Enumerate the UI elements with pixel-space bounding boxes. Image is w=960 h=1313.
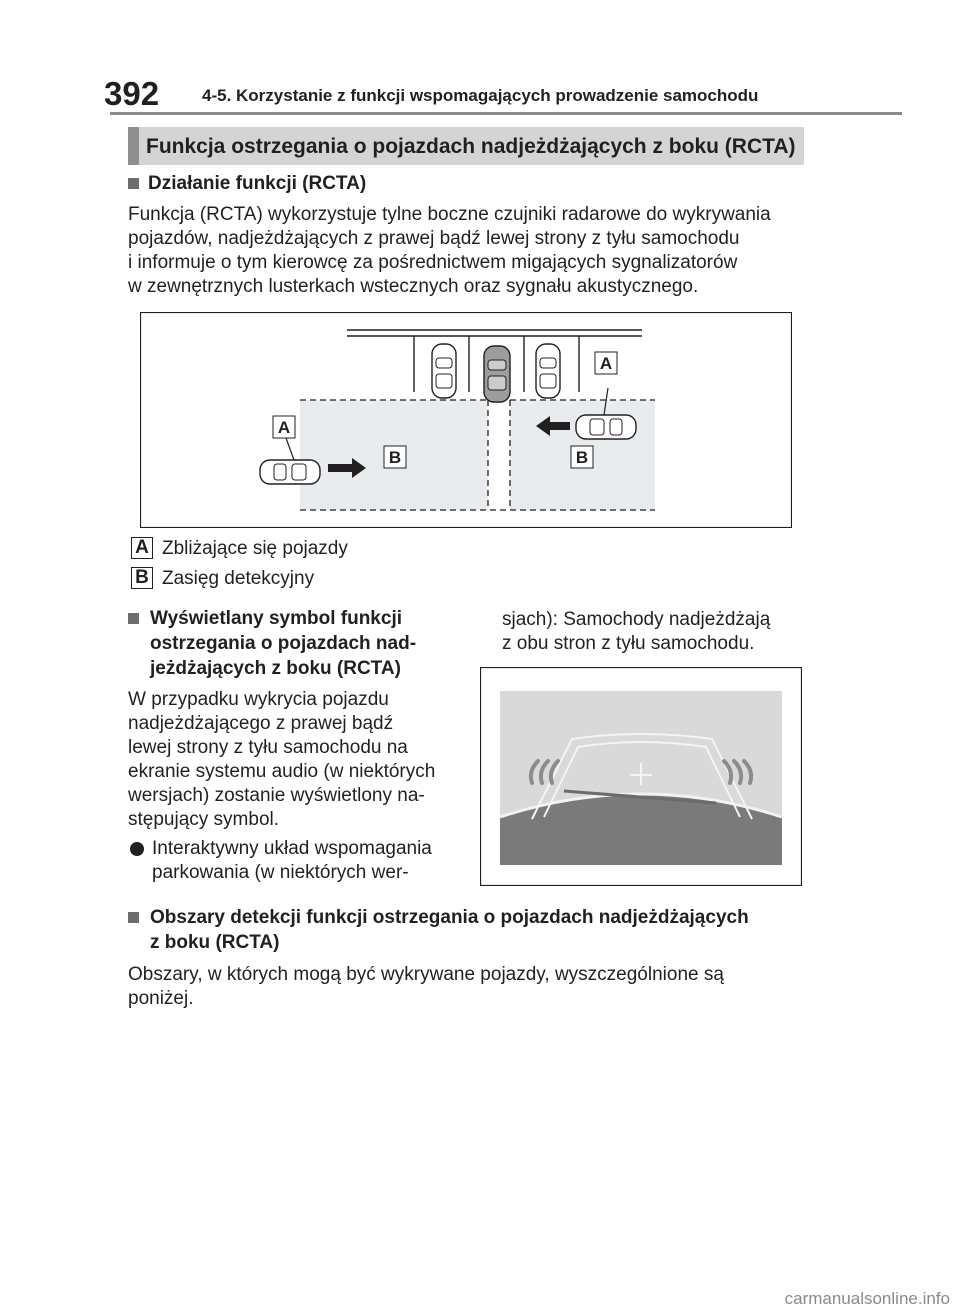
label-b-right [571,446,593,468]
approaching-car-right [576,415,636,439]
label-b-left [384,446,406,468]
chapter-title: 4-5. Korzystanie z funkcji wspomagających prowadzenie samochodu [202,86,759,105]
parked-car-ego [484,346,510,402]
rcta-display-screen [480,667,802,886]
symbol-bullet: Interaktywny układ wspomagania parkowania (w niektórych wer- [152,838,432,883]
bullet-dot-icon [130,842,144,856]
legend-key-a: A [131,537,153,559]
areas-heading: Obszary detekcji funkcji ostrzegania o pojazdach nadjeżdżających z boku (RCTA) [150,907,749,953]
operation-heading: Działanie funkcji (RCTA) [148,173,367,194]
heading-square-icon [128,613,139,624]
section-title: Funkcja ostrzegania o pojazdach nadjeżdżających z boku (RCTA) [146,135,796,158]
label-a-right [595,352,617,374]
operation-paragraph: Funkcja (RCTA) wykorzystuje tylne boczne czujniki radarowe do wykrywania pojazdów, nadjeżdżających z prawej bądź lewej strony z tyłu samochodu i informuje o tym kierowcę za pośrednictwem migających sygnalizatorów w zewnętrznych lusterkach wstecznych oraz sygnału akustycznego. [128,204,771,297]
approaching-car-left [260,460,320,484]
header-divider [110,112,902,115]
svg-text:B: B [575,448,589,467]
legend-text-b: Zasięg detekcyjny [162,568,315,589]
legend-text-a: Zbliżające się pojazdy [162,538,348,559]
label-a-left [273,416,295,438]
page-number: 392 [104,75,160,112]
section-banner-accent [128,127,139,165]
areas-paragraph: Obszary, w których mogą być wykrywane pojazdy, wyszczególnione są poniżej. [128,964,724,1009]
parked-car-1 [432,344,456,398]
symbol-paragraph: W przypadku wykrycia pojazdu nadjeżdżającego z prawej bądź lewej strony z tyłu samochodu na ekranie systemu audio (w niektórych wersjach) zostanie wyświetlony na- stępujący symbol. [128,689,436,830]
heading-square-icon [128,178,139,189]
svg-text:A: A [277,418,291,437]
symbol-continuation: sjach): Samochody nadjeżdżają z obu stron z tyłu samochodu. [502,609,771,654]
legend-key-b: B [131,567,153,589]
svg-text:A: A [599,354,613,373]
symbol-heading: Wyświetlany symbol funkcji ostrzegania o pojazdach nad- jeżdżających z boku (RCTA) [150,608,417,679]
svg-text:B: B [388,448,402,467]
rcta-parking-diagram [140,312,792,528]
parked-car-3 [536,344,560,398]
heading-square-icon [128,912,139,923]
watermark: carmanualsonline.info [784,1289,950,1308]
